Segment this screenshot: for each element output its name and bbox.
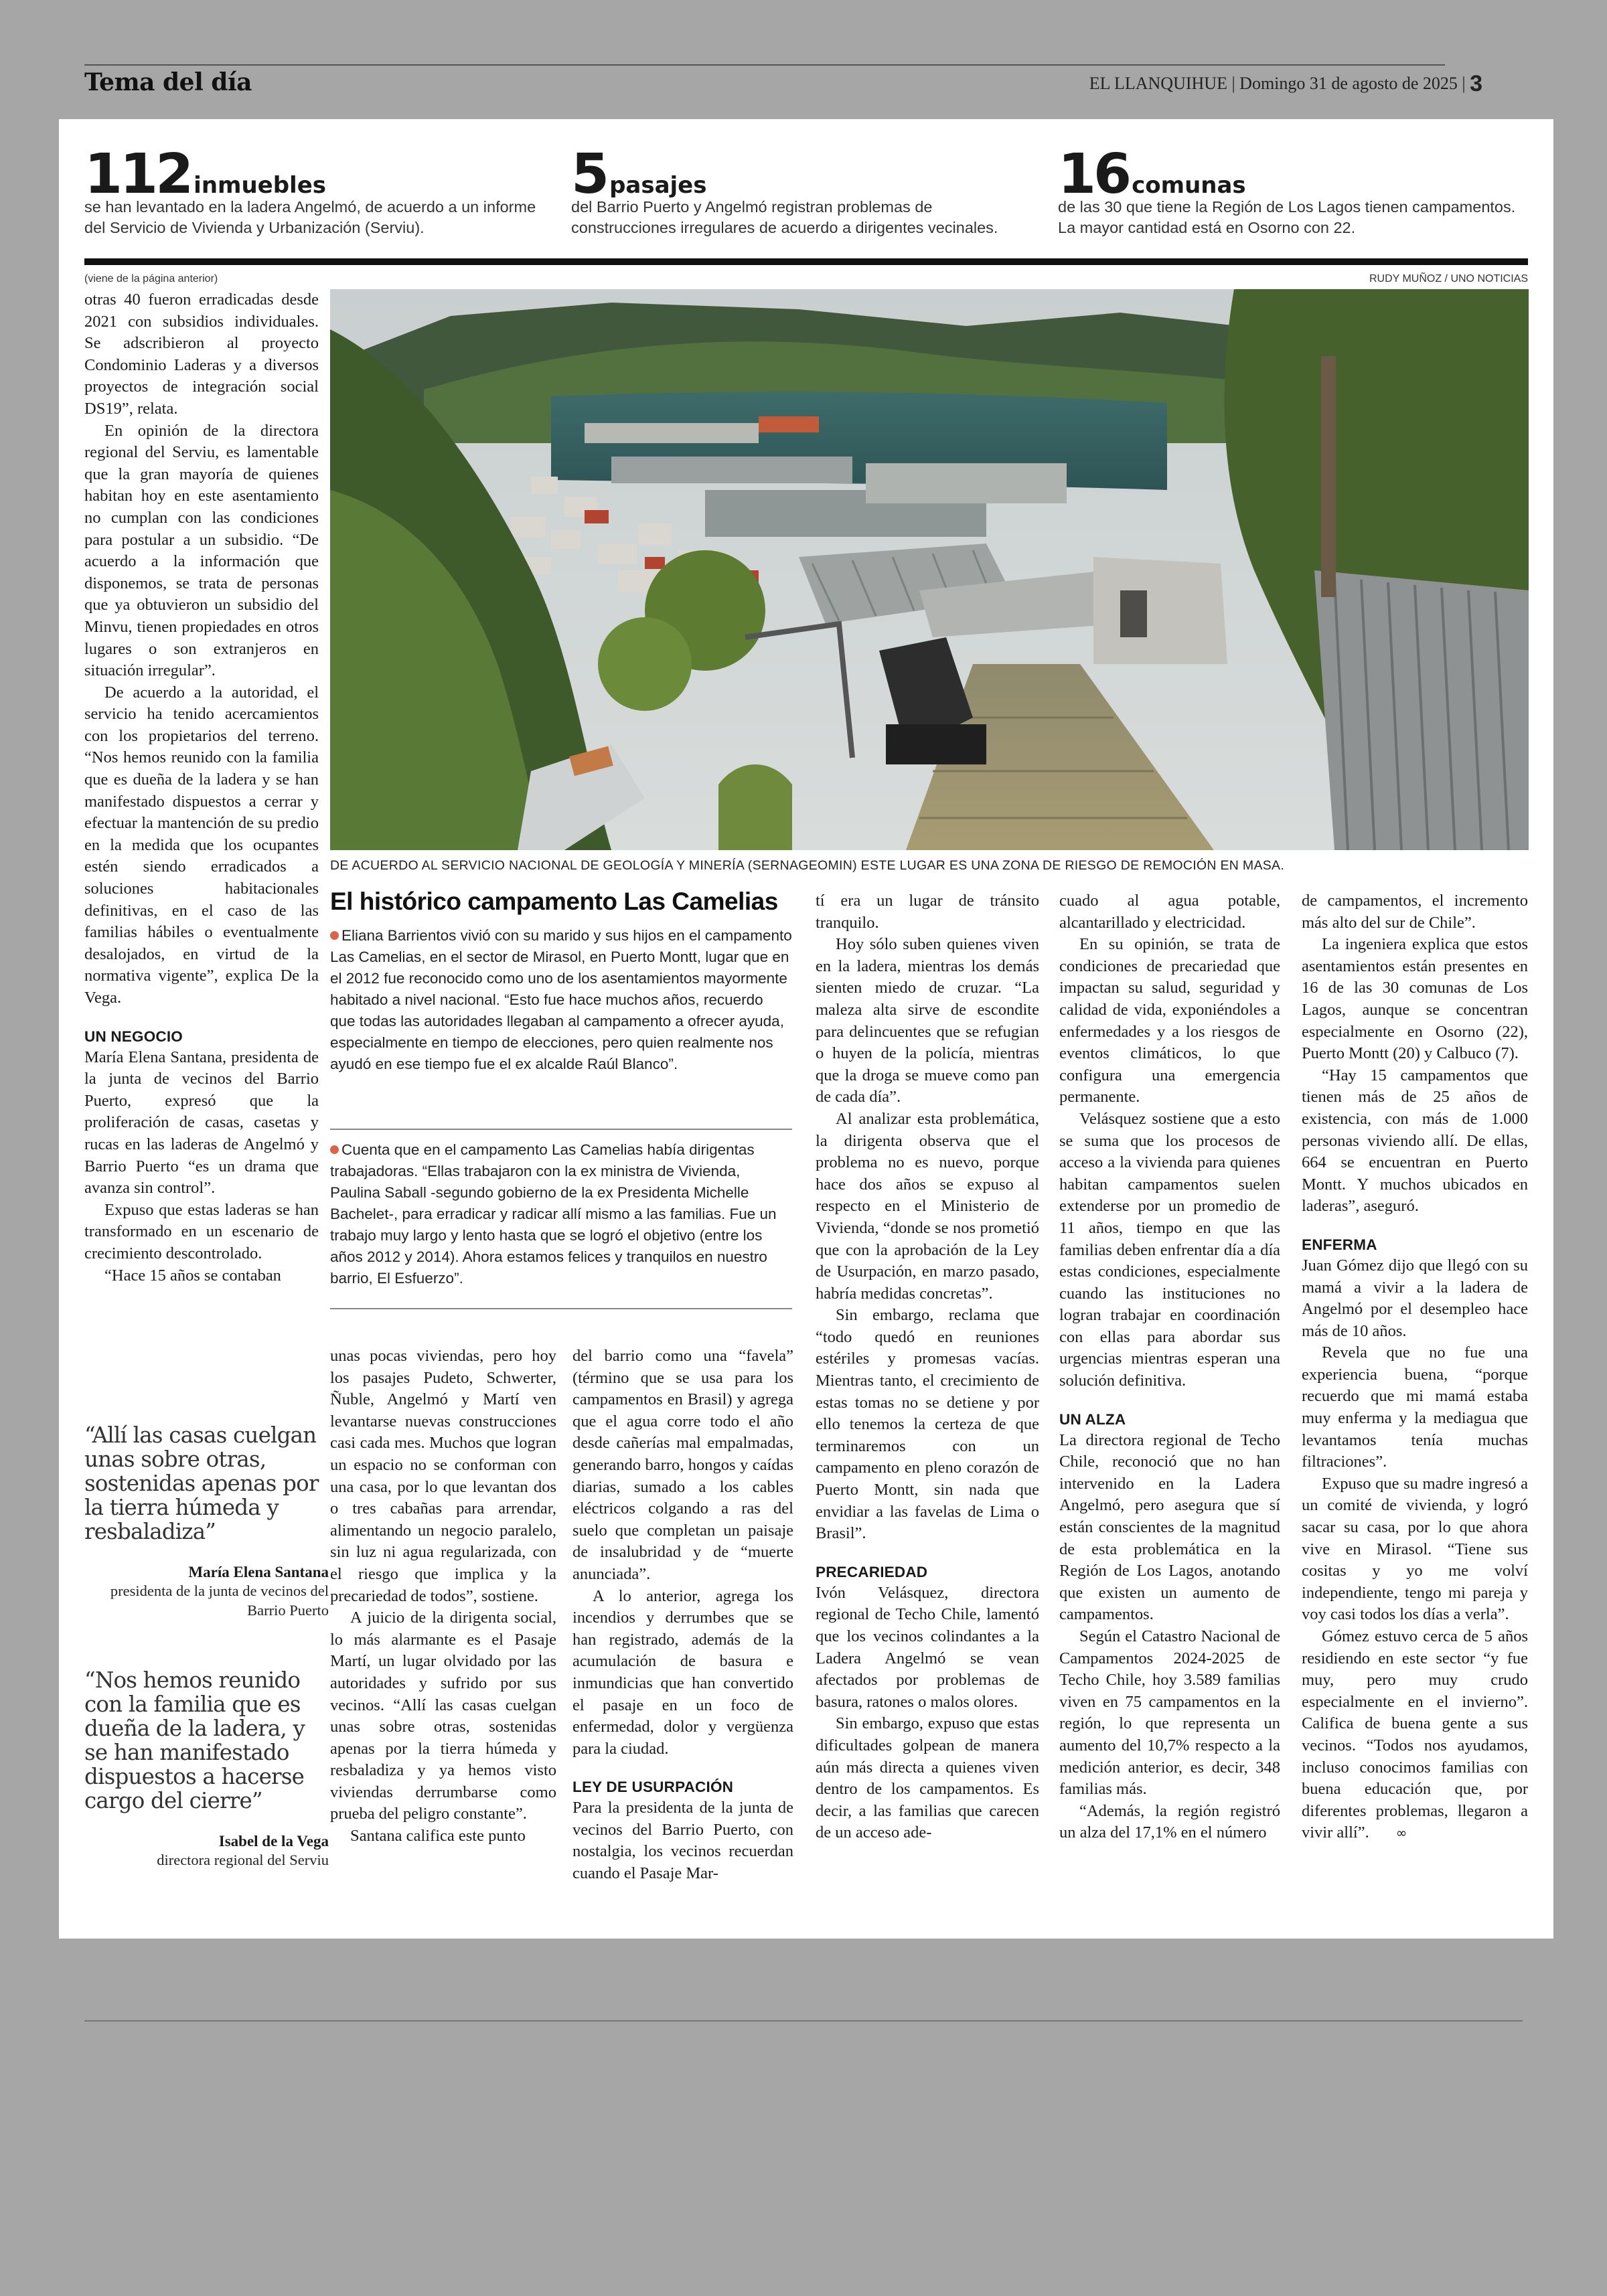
quote-author-role: presidenta de la junta de vecinos del Barrio Puerto [110, 1582, 329, 1619]
stat-description: del Barrio Puerto y Angelmó registran problemas de construcciones irregulares de acuerdo a dirigentes vecinales. [571, 198, 998, 236]
paragraph: Para la presidenta de la junta de vecinos del Barrio Puerto, con nostalgia, los vecinos recuerdan cuando el Pasaje Mar- [572, 1799, 793, 1883]
paragraph: de campamentos, el incremento más alto del sur de Chile”. [1302, 892, 1528, 932]
hillside-photo [330, 289, 1529, 850]
paragraph: A juicio de la dirigenta social, lo más alarmante es el Pasaje Martí, un lugar olvidado por las autoridades y sufrido por sus vecinos. “Allí las casas cuelgan unas sobre otras, sostenidas apenas por la tierra húmeda y resbaladiza y ya hemos visto viviendas derrumbarse como prueba del peligro constante”. [330, 1609, 556, 1823]
quote-text: “Allí las casas cuelgan unas sobre otras, sostenidas apenas por la tierra húmeda y resbaladiza” [84, 1422, 319, 1544]
paragraph: tí era un lugar de tránsito tranquilo. [816, 892, 1039, 932]
sidebar-divider [330, 1308, 792, 1309]
quote-text: “Nos hemos reunido con la familia que es dueña de la ladera, y se han manifestado dispuestos a hacerse cargo del cierre” [84, 1667, 305, 1813]
page-header [84, 64, 1482, 99]
photo-caption: DE ACUERDO AL SERVICIO NACIONAL DE GEOLOGÍA Y MINERÍA (SERNAGEOMIN) ESTE LUGAR ES UNA ZONA DE RIESGO DE REMOCIÓN EN MASA. [330, 858, 1285, 873]
article-column-1 [84, 289, 319, 1287]
stats-divider [84, 258, 1528, 265]
paragraph: Revela que no fue una experiencia buena, “porque recuerdo que mi mamá estaba muy enferma y la mediagua que levantamos tenía muchas filtraciones”. [1302, 1343, 1528, 1471]
paragraph: cuado al agua potable, alcantarillado y electricidad. [1059, 892, 1280, 932]
stat-number: 5 [571, 143, 607, 206]
sidebar-divider [330, 1129, 792, 1130]
issue-date: Domingo 31 de agosto de 2025 [1239, 74, 1458, 93]
newspaper-name: EL LLANQUIHUE [1089, 74, 1227, 93]
article-column-4 [816, 890, 1039, 1844]
sidebar-title: El histórico campamento Las Camelias [330, 888, 778, 915]
paragraph: María Elena Santana, presidenta de la junta de vecinos del Barrio Puerto, expresó que la proliferación de casas, casetas y rucas en las laderas de Angelmó y Barrio Puerto “es un drama que avanza sin control”. [84, 1048, 319, 1198]
subheading-alza: UN ALZA [1059, 1410, 1126, 1428]
paragraph: De acuerdo a la autoridad, el servicio ha tenido acercamientos con los propietarios del terreno. “Nos hemos reunido con la familia que es dueña de la ladera y se han manifestado dispuestos a cerrar y efectuar la mantención de su predio en la medida que los ocupantes estén siendo erradicados a soluciones habitacionales definitivas, en el caso de las familias hábiles o eventualmente desalojados, en virtud de la normativa vigente”, explica De la Vega. [84, 683, 319, 1007]
paragraph: En su opinión, se trata de condiciones de precariedad que impactan su salud, seguridad y calidad de vida, exponiéndoles a enfermedades y a los riesgos de eventos climáticos, lo que configura una emergencia permanente. [1059, 935, 1280, 1106]
paragraph: La directora regional de Techo Chile, reconoció que no han intervenido en la Ladera Angelmó, pero asegura que sí están conscientes de la magnitud de esta problemática en la Región de Los Lagos, anotando que existen un aumento de campamentos. [1059, 1430, 1280, 1624]
paragraph: “Hace 15 años se contaban [104, 1266, 281, 1285]
stat-number: 16 [1058, 143, 1130, 206]
paragraph-final: Gómez estuvo cerca de 5 años residiendo en este sector “y fue muy, pero muy crudo especialmente en el invierno”. Califica de buena gente a sus vecinos. “Todos nos ayudamos, incluso conocimos familias con buena educación que, por diferentes problemas, llegaron a vivir allí”. ∞ [1302, 1626, 1528, 1844]
stat-description: se han levantado en la ladera Angelmó, de acuerdo a un informe del Servicio de Vivienda y Urbanización (Serviu). [84, 198, 536, 236]
stat-pasajes [571, 143, 1040, 238]
pull-quote-santana [84, 1423, 329, 1620]
paragraph: Hoy sólo suben quienes viven en la ladera, mientras los demás sienten miedo de cruzar. “La maleza alta sirve de escondite para delincuentes que se refugian o huyen de la policía, mientras que la droga se mueve como pan de cada día”. [816, 935, 1039, 1106]
pull-quote-de-la-vega [84, 1668, 329, 1870]
stat-number: 112 [84, 143, 192, 206]
paragraph: En opinión de la directora regional del Serviu, es lamentable que la gran mayoría de quienes habitan hoy en este asentamiento no cumplan con las condiciones para postular a un subsidio. “De acuerdo a la información que disponemos, se trata de personas que ya obtuvieron un subsidio del Minvu, tienen propiedades en otros lugares o son extranjeros en situación irregular”. [84, 421, 319, 680]
quote-author: María Elena Santana [188, 1564, 329, 1580]
paragraph: Expuso que su madre ingresó a un comité de vivienda, y logró sacar su casa, por lo que ahora vive en Mirasol. “Tiene sus cositas y yo me volví independiente, tengo mi pareja y voy casi todos los días a verla”. [1302, 1474, 1528, 1624]
paragraph: A lo anterior, agrega los incendios y derrumbes que se han registrado, además de la acumulación de basura e inmundicias que han convertido el pasaje en un foco de enfermedad, dolor y vergüenza para la ciudad. [572, 1586, 793, 1758]
end-of-article-icon: ∞ [1395, 1825, 1407, 1841]
paragraph: Santana califica este punto [350, 1827, 526, 1846]
photo-credit: RUDY MUÑOZ / UNO NOTICIAS [1369, 273, 1528, 284]
subheading-precariedad: PRECARIEDAD [816, 1563, 928, 1580]
paragraph: del barrio como una “favela” (término que se usa para los campamentos en Brasil) y agrega que el agua corre todo el año desde cañerías mal empalmadas, generando barro, hongos y caídas diarias, sumado a los cables eléctricos colgando a ras del suelo que completan un paisaje de insalubridad y de “muerte anunciada”. [572, 1347, 793, 1583]
stat-unit: pasajes [609, 172, 707, 199]
bullet-dot [330, 931, 339, 940]
paragraph: “Además, la región registró un alza del 17,1% en el número [1059, 1801, 1280, 1842]
sidebar-paragraph-2: Cuenta que en el campamento Las Camelias había dirigentas trabajadoras. “Ellas trabajaron con la ex ministra de Vivienda, Paulina Saball -segundo gobierno de la ex Presidenta Michelle Bachelet-, para erradicar y radicar allí mismo a las familias. Fue un trabajo muy largo y lento hasta que se logró el objetivo (entre los años 2012 y 2014). Ahora estamos felices y tranquilos en nuestro barrio, El Esfuerzo”. [330, 1141, 777, 1287]
paragraph: Según el Catastro Nacional de Campamentos 2024-2025 de Techo Chile, hoy 3.589 familias viven en 75 campamentos en la región, lo que representa un aumento del 10,7% respecto a la medición anterior, es decir, 348 familias más. [1059, 1627, 1280, 1799]
subheading-usurpacion: LEY DE USURPACIÓN [572, 1779, 734, 1796]
hillside-photo-illustration [330, 289, 1529, 850]
stat-description: de las 30 que tiene la Región de Los Lagos tienen campamentos. La mayor cantidad está en Osorno con 22. [1058, 198, 1516, 236]
stat-unit: inmuebles [194, 172, 327, 199]
paragraph: “Hay 15 campamentos que tienen más de 25 años de existencia, con más de 1.000 personas viviendo allí. De ellas, 664 se encuentran en Puerto Montt. Y muchos ubicados en laderas”, aseguró. [1302, 1066, 1528, 1216]
paragraph: unas pocas viviendas, pero hoy los pasajes Pudeto, Schwerter, Ñuble, Angelmó y Martí ven levantarse nuevas construcciones casi cada mes. Muchos que logran un espacio no se conforman con una casa, por lo que levantan dos o tres cabañas para arrendar, alimentando un negocio paralelo, sin luz ni agua regularizada, con el riesgo que implica y la precariedad de todos”, sostiene. [330, 1347, 556, 1605]
paragraph: Velásquez sostiene que a esto se suma que los procesos de acceso a la vivienda para quienes habitan campamentos suelen extenderse por un promedio de 11 años, tiempo en que las familias deben enfrentar día a día estas condiciones, especialmente cuando las instituciones no logran trabajar en coordinación con ellas para abordar sus urgencias mientras esperan una solución definitiva. [1059, 1109, 1280, 1390]
stat-comunas [1058, 143, 1527, 238]
subheading-negocio: UN NEGOCIO [84, 1028, 183, 1045]
paragraph: La ingeniera explica que estos asentamientos están presentes en 16 de las 30 comunas de Los Lagos, aunque se concentran especialmente en Osorno (22), Puerto Montt (20) y Calbuco (7). [1302, 935, 1528, 1063]
paragraph: Juan Gómez dijo que llegó con su mamá a vivir a la ladera de Angelmó por el desempleo hace más de 10 años. [1302, 1256, 1528, 1340]
stat-unit: comunas [1132, 172, 1246, 199]
quote-author-role: directora regional del Serviu [157, 1852, 329, 1868]
bullet-dot [330, 1145, 339, 1154]
article-column-2 [330, 1345, 556, 1848]
paragraph: Al analizar esta problemática, la dirigenta observa que el problema no es nuevo, porque hace dos años se expuso al respecto en el Ministerio de Vivienda, “donde se nos prometió que con la aprobación de la Ley de Usurpación, en marzo pasado, habría medidas concretas”. [816, 1109, 1039, 1303]
paragraph: Sin embargo, reclama que “todo quedó en reuniones estériles y promesas vacías. Mientras tanto, el crecimiento de estas tomas no se detiene y por ello tenemos la certeza de que terminaremos con un campamento en pleno corazón de Puerto Montt, sin nada que envidiar a las favelas de Lima o Brasil”. [816, 1306, 1039, 1543]
section-name: Tema del día [84, 68, 252, 96]
sidebar-paragraph-1: Eliana Barrientos vivió con su marido y sus hijos en el campamento Las Camelias, en el sector de Mirasol, en Puerto Montt, lugar que en el 2012 fue reconocido como uno de los asentamientos mayormente habitado a nivel nacional. “Esto fue hace muchos años, recuerdo que todas las autoridades llegaban al campamento a ofrecer ayuda, especialmente en tiempo de elecciones, pero quien realmente nos ayudó en ese tiempo fue el ex alcalde Raúl Blanco”. [330, 927, 792, 1072]
newspaper-page [59, 119, 1553, 1939]
quote-author: Isabel de la Vega [218, 1833, 329, 1850]
continued-note: (viene de la página anterior) [84, 273, 218, 284]
paragraph: Expuso que estas laderas se han transformado en un escenario de crecimiento descontrolado. [84, 1200, 319, 1262]
subheading-enferma: ENFERMA [1302, 1236, 1377, 1253]
page-number: 3 [1470, 71, 1482, 96]
paragraph: Ivón Velásquez, directora regional de Techo Chile, lamentó que los vecinos colindantes a la Ladera Angelmó se vean afectados por problemas de basura, ratones o malos olores. [816, 1583, 1039, 1711]
paragraph: Sin embargo, expuso que estas dificultades golpean de manera aún más directa a quienes viven dentro de los campamentos. Es decir, a las familias que carecen de un acceso ade- [816, 1714, 1039, 1842]
article-column-6 [1302, 890, 1528, 1844]
article-column-3 [572, 1345, 793, 1885]
page-bottom-rule [84, 2020, 1523, 2022]
folio: EL LLANQUIHUE | Domingo 31 de agosto de 2025 | 3 [1089, 71, 1482, 96]
paragraph: otras 40 fueron erradicadas desde 2021 con subsidios individuales. Se adscribieron al proyecto Condominio Laderas y a diversos proyectos de integración social DS19”, relata. [84, 291, 319, 418]
article-column-5 [1059, 890, 1280, 1844]
stat-inmuebles [84, 143, 553, 238]
